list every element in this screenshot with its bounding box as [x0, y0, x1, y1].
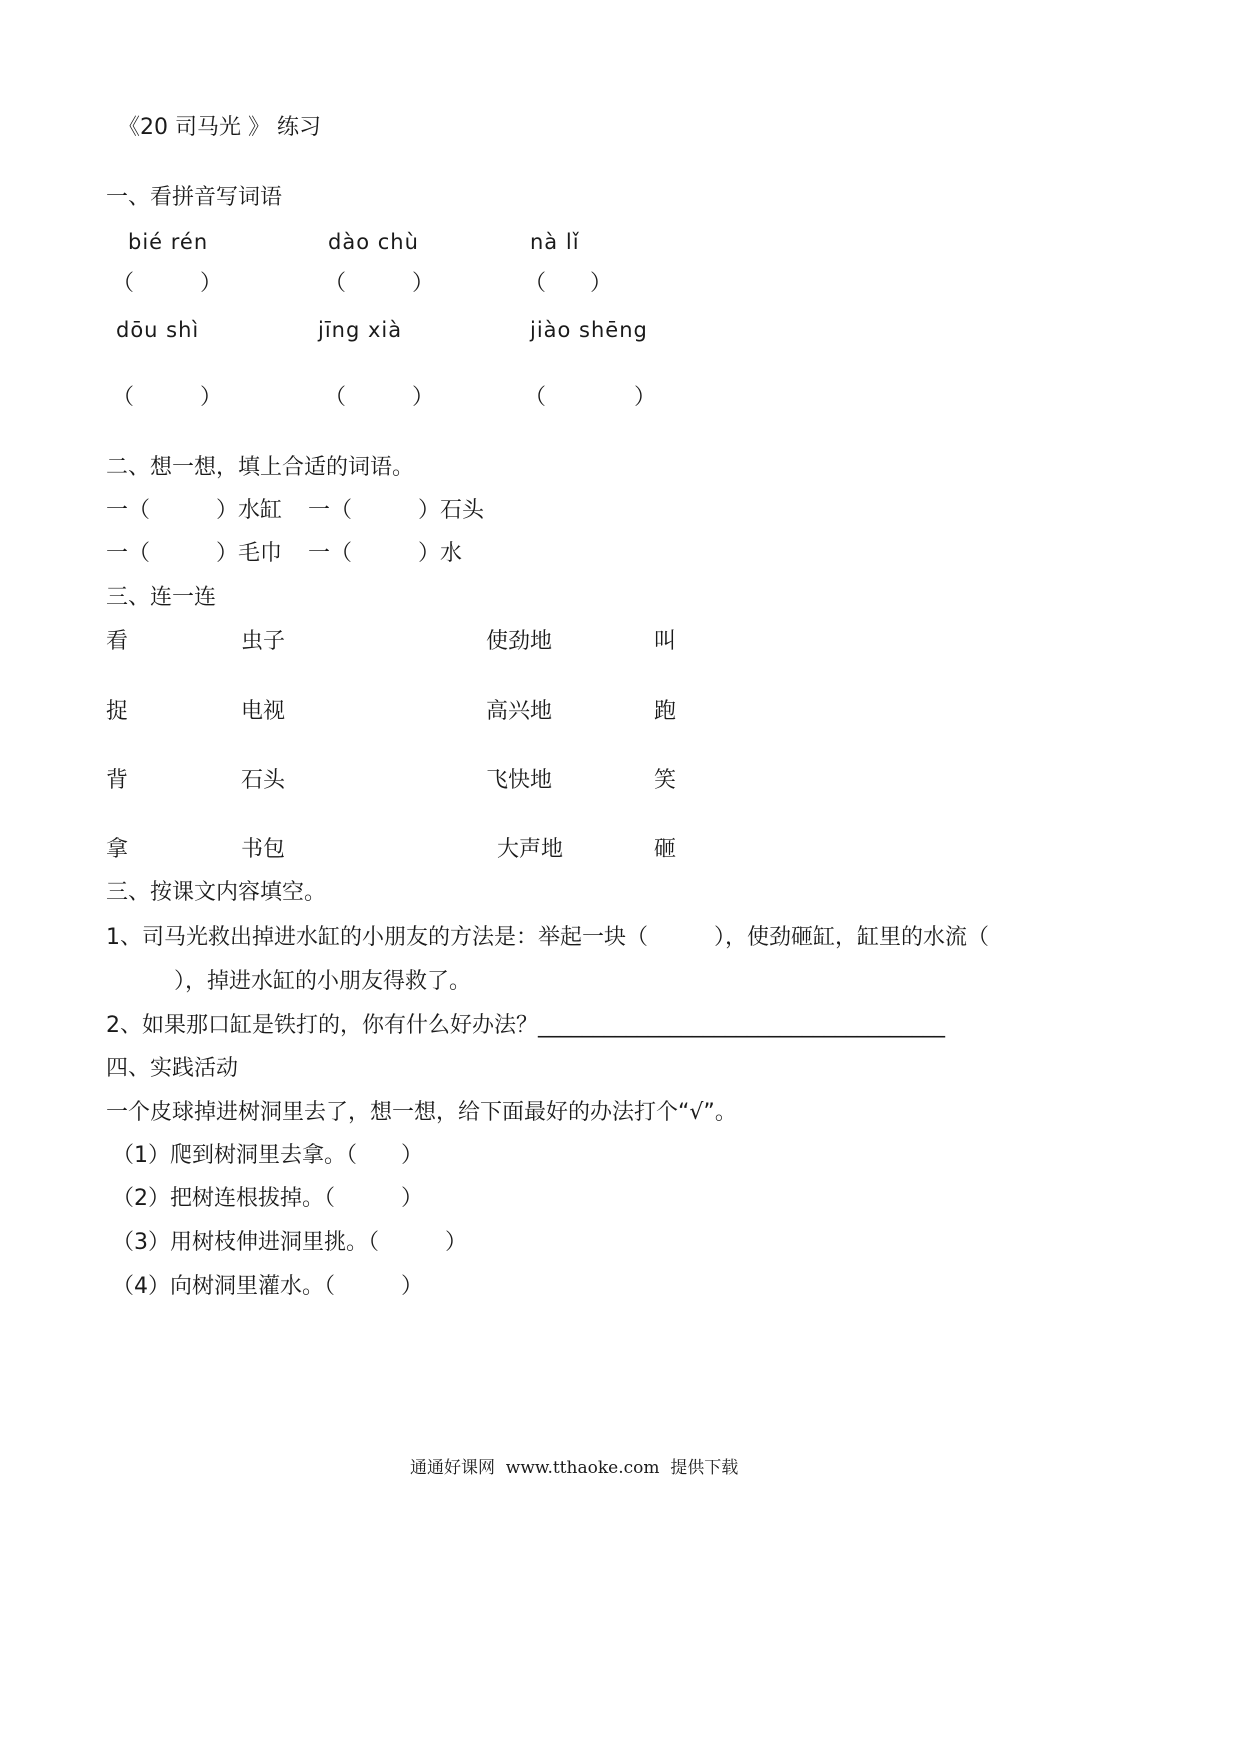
match-noun: 电视	[241, 699, 286, 724]
answer-blank: （ ）	[112, 385, 223, 410]
match-adverb: 大声地	[497, 837, 564, 862]
section-heading-fill-words: 二、想一想，填上合适的词语。	[106, 455, 415, 480]
practice-option: （4）向树洞里灌水。（ ）	[112, 1274, 423, 1299]
answer-blank: （ ）	[524, 271, 613, 296]
answer-blank: （ ）	[112, 271, 223, 296]
section-heading-practice: 四、实践活动	[106, 1056, 239, 1081]
answer-blank: （ ）	[324, 385, 435, 410]
match-noun: 书包	[241, 837, 286, 862]
match-adverb: 使劲地	[486, 629, 553, 654]
pinyin-jiao-sheng: jiào shēng	[530, 318, 648, 342]
page-title: 《20 司马光 》 练习	[118, 115, 321, 140]
answer-blank: （ ）	[524, 385, 657, 410]
match-verb: 拿	[106, 837, 129, 862]
fill-item: 一（ ）水	[308, 541, 463, 566]
pinyin-dao-chu: dào chù	[328, 230, 419, 254]
pinyin-na-li: nà lǐ	[530, 230, 580, 254]
match-action: 跑	[654, 699, 677, 724]
question-2: 2、如果那口缸是铁打的，你有什么好办法？_____________________________________	[106, 1013, 945, 1038]
match-verb: 看	[106, 629, 129, 654]
match-adverb: 高兴地	[486, 699, 553, 724]
practice-option: （1）爬到树洞里去拿。（ ）	[112, 1143, 423, 1168]
match-action: 砸	[654, 837, 677, 862]
practice-option: （3）用树枝伸进洞里挑。（ ）	[112, 1230, 467, 1255]
match-verb: 背	[106, 768, 129, 793]
match-noun: 虫子	[241, 629, 286, 654]
match-noun: 石头	[241, 768, 286, 793]
question-1-line-1: 1、司马光救出掉进水缸的小朋友的方法是：举起一块（ ），使劲砸缸，缸里的水流（	[106, 925, 990, 950]
match-action: 笑	[654, 768, 677, 793]
practice-prompt: 一个皮球掉进树洞里去了，想一想，给下面最好的办法打个“√”。	[106, 1100, 737, 1125]
section-heading-text-fill: 三、按课文内容填空。	[106, 880, 327, 905]
pinyin-jing-xia: jīng xià	[318, 318, 403, 342]
section-heading-matching: 三、连一连	[106, 585, 217, 610]
footer-source: 通通好课网 www.tthaoke.com 提供下载	[410, 1458, 739, 1478]
fill-item: 一（ ）石头	[308, 498, 485, 523]
match-action: 叫	[654, 629, 677, 654]
pinyin-dou-shi: dōu shì	[116, 318, 200, 342]
fill-item: 一（ ）水缸	[106, 498, 283, 523]
match-adverb: 飞快地	[486, 768, 553, 793]
match-verb: 捉	[106, 699, 129, 724]
question-1-line-2: ），掉进水缸的小朋友得救了。	[174, 969, 472, 994]
pinyin-bie-ren: bié rén	[128, 230, 209, 254]
practice-option: （2）把树连根拔掉。（ ）	[112, 1186, 423, 1211]
section-heading-pinyin: 一、看拼音写词语	[106, 185, 283, 210]
answer-blank: （ ）	[324, 271, 435, 296]
fill-item: 一（ ）毛巾	[106, 541, 283, 566]
